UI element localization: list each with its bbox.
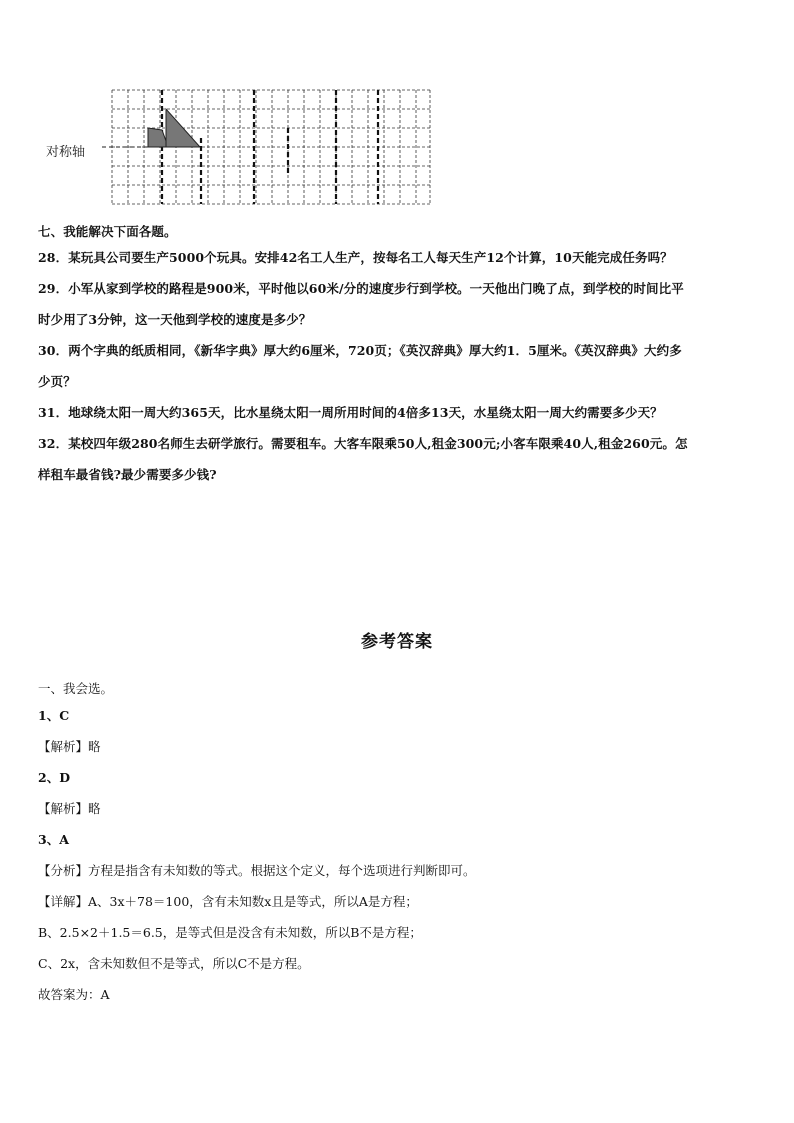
- answer-1-analysis: 【解析】略: [38, 739, 101, 754]
- answer-1: 1、C: [38, 708, 70, 723]
- answer-3-option-c: C、2x，含未知数但不是等式，所以C不是方程。: [38, 956, 310, 971]
- question-29: 29．小军从家到学校的路程是900米，平时他以60米/分的速度步行到学校。一天他出门晚了点，到学校的时间比平: [38, 281, 684, 296]
- grid-diagram: [40, 86, 440, 211]
- question-30-cont: 少页？: [38, 374, 76, 389]
- question-31: 31．地球绕太阳一周大约365天，比水星绕太阳一周所用时间的4倍多13天，水星绕太阳一周大约需要多少天？: [38, 405, 663, 420]
- question-30: 30．两个字典的纸质相同，《新华字典》厚大约6厘米，720页；《英汉辞典》厚大约1．5厘米。《英汉辞典》大约多: [38, 343, 682, 358]
- answer-3-option-b: B、2.5×2＋1.5＝6.5，是等式但是没含有未知数，所以B不是方程；: [38, 925, 422, 940]
- answer-2: 2、D: [38, 770, 71, 785]
- answer-section-heading: 一、我会选。: [38, 681, 114, 696]
- question-32-cont: 样租车最省钱?最少需要多少钱?: [38, 467, 217, 482]
- axis-label: 对称轴: [46, 145, 86, 160]
- answer-title: 参考答案: [361, 632, 433, 652]
- answer-3: 3、A: [38, 832, 69, 847]
- question-29-cont: 时少用了3分钟，这一天他到学校的速度是多少？: [38, 312, 312, 327]
- answer-3-analysis: 【分析】方程是指含有未知数的等式。根据这个定义，每个选项进行判断即可。: [38, 863, 476, 878]
- question-28: 28．某玩具公司要生产5000个玩具。安排42名工人生产，按每名工人每天生产12个计算，10天能完成任务吗？: [38, 250, 673, 265]
- answer-2-analysis: 【解析】略: [38, 801, 101, 816]
- small-quad-shape: [148, 128, 166, 147]
- answer-3-conclusion: 故答案为：A: [38, 987, 110, 1002]
- symmetry-figure: [40, 86, 440, 211]
- section7-heading: 七、我能解决下面各题。: [38, 224, 177, 239]
- question-32: 32．某校四年级280名师生去研学旅行。需要租车。大客车限乘50人,租金300元;小客车限乘40人,租金260元。怎: [38, 436, 688, 451]
- answer-3-detail: 【详解】A、3x＋78＝100，含有未知数x且是等式，所以A是方程；: [38, 894, 418, 909]
